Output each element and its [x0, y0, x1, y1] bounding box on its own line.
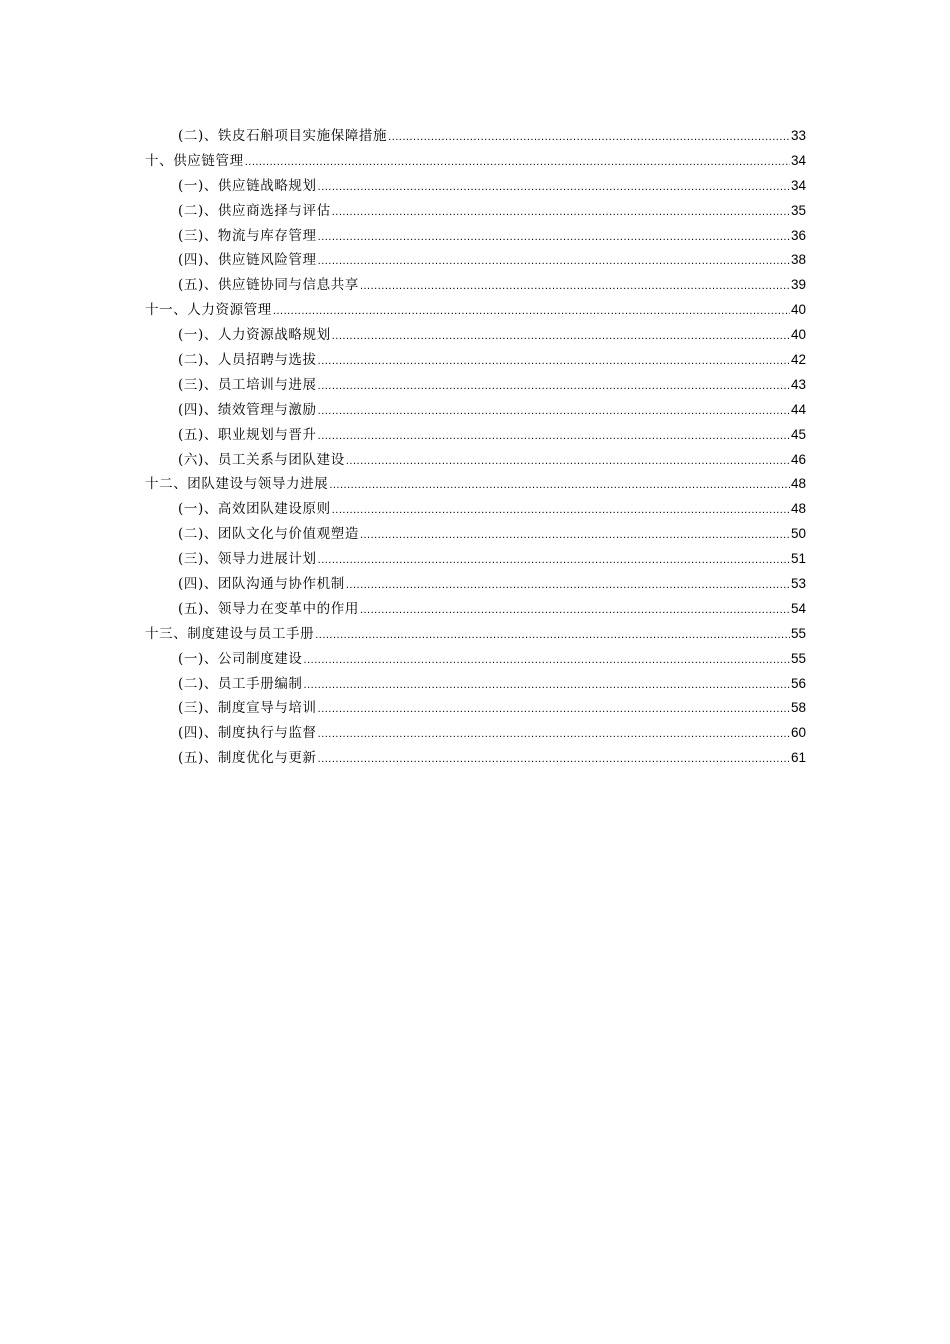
toc-entry-page-number: 61 [790, 750, 806, 766]
toc-dot-leader [318, 399, 790, 424]
toc-entry-page-number: 40 [790, 327, 806, 343]
toc-entry[interactable] [145, 348, 806, 373]
toc-entry[interactable] [145, 696, 806, 721]
toc-entry[interactable] [145, 522, 806, 547]
toc-dot-leader [360, 523, 790, 548]
toc-dot-leader [332, 324, 790, 349]
toc-entry-page-number: 34 [790, 152, 806, 168]
toc-entry-page-number: 35 [790, 202, 806, 218]
toc-entry[interactable] [145, 323, 806, 348]
toc-entry-title: (四)、制度执行与监督 [178, 725, 317, 742]
toc-entry-title: (五)、供应链协同与信息共享 [178, 277, 359, 294]
toc-entry[interactable] [145, 224, 806, 249]
toc-entry-title: (三)、制度宣导与培训 [178, 700, 317, 717]
toc-dot-leader [346, 573, 790, 598]
toc-entry[interactable] [145, 572, 806, 597]
toc-entry-page-number: 50 [790, 526, 806, 542]
toc-entry-title: 十三、制度建设与员工手册 [145, 625, 315, 642]
toc-entry[interactable] [145, 273, 806, 298]
toc-entry-page-number: 44 [790, 401, 806, 417]
toc-entry-title: 十、供应链管理 [145, 152, 244, 169]
toc-entry-page-number: 48 [790, 476, 806, 492]
toc-entry-page-number: 33 [790, 128, 806, 143]
toc-entry[interactable] [145, 423, 806, 448]
toc-dot-leader [245, 150, 790, 175]
toc-entry-page-number: 42 [790, 352, 806, 368]
toc-entry[interactable] [145, 497, 806, 522]
toc-entry-page-number: 54 [790, 600, 806, 616]
toc-entry-title: (一)、公司制度建设 [178, 650, 303, 667]
toc-dot-leader [318, 225, 790, 250]
toc-entry[interactable] [145, 597, 806, 622]
toc-entry-title: (三)、领导力进展计划 [178, 551, 317, 568]
toc-entry-page-number: 48 [790, 501, 806, 517]
toc-entry-page-number: 55 [790, 625, 806, 641]
toc-dot-leader [318, 424, 790, 449]
toc-entry-title: (四)、绩效管理与激励 [178, 401, 317, 418]
toc-dot-leader [332, 498, 790, 523]
toc-dot-leader [329, 473, 790, 498]
toc-dot-leader [318, 747, 790, 772]
toc-entry-title: (五)、领导力在变革中的作用 [178, 600, 359, 617]
toc-entry-page-number: 46 [790, 451, 806, 467]
toc-entry[interactable] [145, 298, 806, 323]
toc-entry-page-number: 60 [790, 725, 806, 741]
toc-entry[interactable] [145, 622, 806, 647]
toc-entry[interactable] [145, 248, 806, 273]
toc-entry-title: (二)、供应商选择与评估 [178, 202, 331, 219]
toc-entry-title: (四)、团队沟通与协作机制 [178, 576, 345, 593]
toc-dot-leader [315, 623, 790, 648]
toc-dot-leader [318, 697, 790, 722]
toc-entry[interactable] [145, 174, 806, 199]
toc-dot-leader [318, 349, 790, 374]
toc-entry-title: (二)、铁皮石斛项目实施保障措施 [178, 128, 388, 144]
toc-entry[interactable] [145, 149, 806, 174]
toc-entry-page-number: 58 [790, 700, 806, 716]
toc-entry-page-number: 51 [790, 551, 806, 567]
toc-entry-title: 十一、人力资源管理 [145, 302, 272, 319]
toc-entry-page-number: 55 [790, 650, 806, 666]
toc-dot-leader [388, 125, 790, 150]
toc-entry-title: (五)、职业规划与晋升 [178, 426, 317, 443]
toc-dot-leader [318, 722, 790, 747]
toc-entry[interactable] [145, 448, 806, 473]
toc-entry-title: (三)、员工培训与进展 [178, 376, 317, 393]
toc-entry-page-number: 45 [790, 426, 806, 442]
toc-dot-leader [360, 274, 790, 299]
toc-entry[interactable] [145, 547, 806, 572]
toc-entry[interactable] [145, 746, 806, 771]
toc-entry-title: (六)、员工关系与团队建设 [178, 451, 345, 468]
toc-dot-leader [318, 548, 790, 573]
toc-entry-title: (二)、人员招聘与选拔 [178, 352, 317, 369]
toc-entry-title: (三)、物流与库存管理 [178, 227, 317, 244]
toc-entry[interactable] [145, 398, 806, 423]
toc-dot-leader [360, 598, 790, 623]
toc-entry[interactable] [145, 647, 806, 672]
toc-entry-title: (一)、人力资源战略规划 [178, 327, 331, 344]
toc-entry-title: 十二、团队建设与领导力进展 [145, 476, 329, 493]
toc-entry-page-number: 34 [790, 177, 806, 193]
toc-entry-page-number: 39 [790, 277, 806, 293]
toc-entry-title: (二)、团队文化与价值观塑造 [178, 526, 359, 543]
toc-entry-title: (一)、供应链战略规划 [178, 177, 317, 194]
toc-entry-page-number: 38 [790, 252, 806, 268]
toc-entry-page-number: 53 [790, 576, 806, 592]
toc-dot-leader [346, 449, 790, 474]
toc-dot-leader [318, 374, 790, 399]
toc-entry-title: (五)、制度优化与更新 [178, 750, 317, 767]
toc-entry[interactable] [145, 721, 806, 746]
toc-entry-title: (一)、高效团队建设原则 [178, 501, 331, 518]
toc-dot-leader [318, 249, 790, 274]
toc-entry-page-number: 40 [790, 302, 806, 318]
toc-entry-page-number: 56 [790, 675, 806, 691]
toc-entry[interactable] [145, 199, 806, 224]
toc-entry-title: (四)、供应链风险管理 [178, 252, 317, 269]
toc-entry[interactable] [145, 373, 806, 398]
toc-dot-leader [332, 200, 790, 225]
toc-dot-leader [304, 648, 790, 673]
table-of-contents [145, 124, 806, 771]
toc-entry[interactable] [145, 472, 806, 497]
toc-entry[interactable] [145, 672, 806, 697]
toc-dot-leader [273, 299, 790, 324]
toc-dot-leader [318, 175, 790, 200]
toc-entry[interactable] [145, 124, 806, 149]
toc-entry-page-number: 43 [790, 376, 806, 392]
toc-entry-page-number: 36 [790, 227, 806, 243]
toc-dot-leader [304, 673, 790, 698]
toc-entry-title: (二)、员工手册编制 [178, 675, 303, 692]
